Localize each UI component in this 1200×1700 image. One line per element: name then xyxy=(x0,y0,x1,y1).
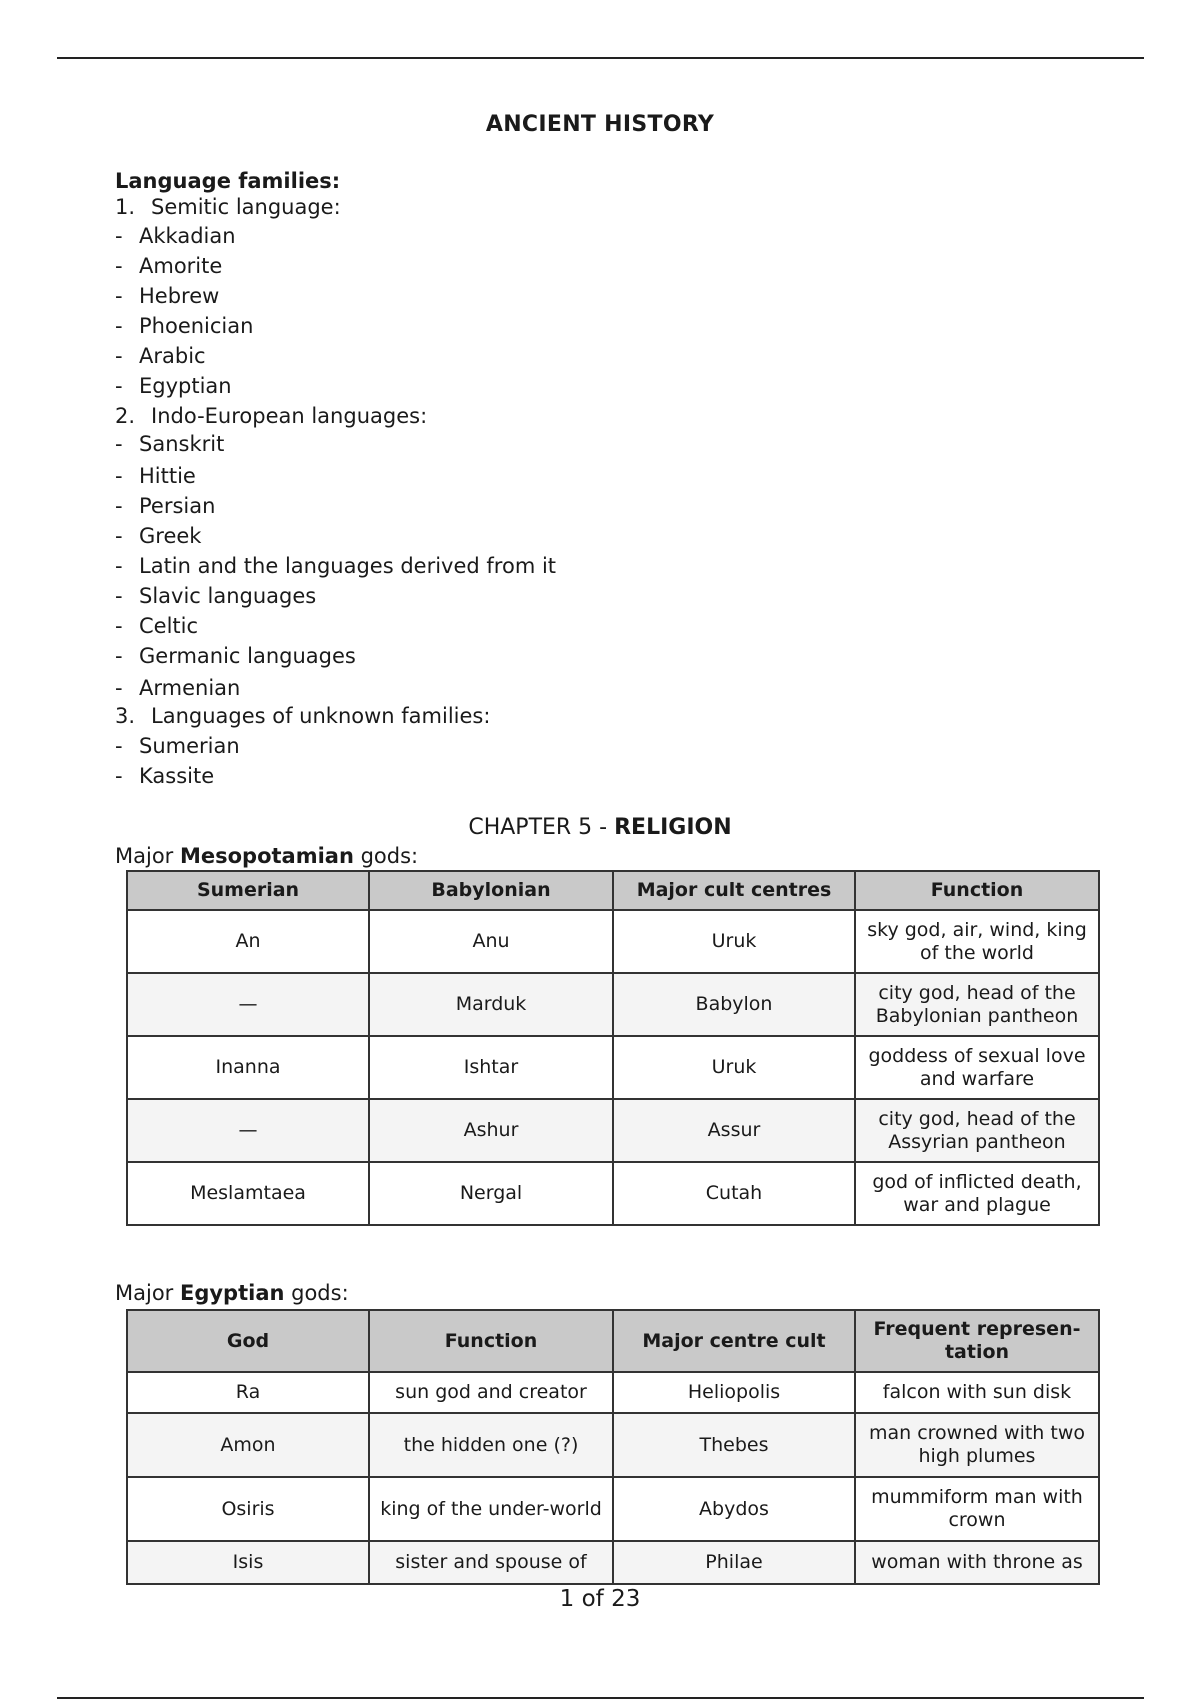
column-header: Major cult centres xyxy=(613,871,855,910)
table-row xyxy=(127,1036,1099,1099)
table-cell: Uruk xyxy=(613,910,855,973)
table-cell: Thebes xyxy=(613,1413,855,1477)
table-cell: Assur xyxy=(613,1099,855,1162)
table-cell: goddess of sexual love and warfare xyxy=(855,1036,1099,1099)
table-cell: Inanna xyxy=(127,1036,369,1099)
table-cell: sun god and creator xyxy=(369,1372,613,1413)
table-row xyxy=(127,1413,1099,1477)
list-item: - Amorite xyxy=(115,254,223,278)
egyptian-gods-table xyxy=(126,1309,1100,1585)
table-cell: Philae xyxy=(613,1541,855,1584)
table-cell: Nergal xyxy=(369,1162,613,1225)
list-item: - Sanskrit xyxy=(115,432,225,456)
table-cell: woman with throne as xyxy=(855,1541,1099,1584)
table-row xyxy=(127,910,1099,973)
table-cell: Uruk xyxy=(613,1036,855,1099)
table-cell: Amon xyxy=(127,1413,369,1477)
list-item: - Egyptian xyxy=(115,374,232,398)
table-cell: — xyxy=(127,973,369,1036)
table-cell: city god, head of the Babylonian pantheon xyxy=(855,973,1099,1036)
document-title: ANCIENT HISTORY xyxy=(485,112,715,137)
list-item: - Hebrew xyxy=(115,284,220,308)
table-cell: falcon with sun disk xyxy=(855,1372,1099,1413)
list-item: - Hittie xyxy=(115,464,196,488)
bottom-rule xyxy=(57,1697,1144,1699)
column-header: Sumerian xyxy=(127,871,369,910)
mesopotamian-gods-table xyxy=(126,870,1100,1226)
table-cell: Cutah xyxy=(613,1162,855,1225)
list-item: - Armenian xyxy=(115,676,241,700)
list-item: - Kassite xyxy=(115,764,215,788)
list-item: - Arabic xyxy=(115,344,206,368)
column-header: Frequent represen-tation xyxy=(855,1310,1099,1372)
list-item: - Celtic xyxy=(115,614,199,638)
table-cell: city god, head of the Assyrian pantheon xyxy=(855,1099,1099,1162)
table-header-row xyxy=(127,871,1099,910)
table-cell: sister and spouse of xyxy=(369,1541,613,1584)
table-cell: Abydos xyxy=(613,1477,855,1541)
list-item: - Germanic languages xyxy=(115,644,356,668)
group-heading-indo-european: 2. Indo-European languages: xyxy=(115,404,428,428)
table-cell: Marduk xyxy=(369,973,613,1036)
table-cell: Anu xyxy=(369,910,613,973)
list-item: - Greek xyxy=(115,524,202,548)
list-item: - Sumerian xyxy=(115,734,240,758)
column-header: God xyxy=(127,1310,369,1372)
table-cell: Meslamtaea xyxy=(127,1162,369,1225)
table-cell: Ishtar xyxy=(369,1036,613,1099)
table-cell: Babylon xyxy=(613,973,855,1036)
table-cell: Ra xyxy=(127,1372,369,1413)
table-cell: man crowned with two high plumes xyxy=(855,1413,1099,1477)
group-heading-unknown: 3. Languages of unknown families: xyxy=(115,704,491,728)
table-row xyxy=(127,973,1099,1036)
mesopotamian-caption: Major Mesopotamian gods: xyxy=(115,844,419,868)
table-cell: mummiform man with crown xyxy=(855,1477,1099,1541)
column-header: Function xyxy=(855,871,1099,910)
list-item: - Akkadian xyxy=(115,224,236,248)
chapter-heading: CHAPTER 5 - RELIGION xyxy=(468,815,732,840)
table-row xyxy=(127,1099,1099,1162)
column-header: Babylonian xyxy=(369,871,613,910)
table-cell: Isis xyxy=(127,1541,369,1584)
egyptian-caption: Major Egyptian gods: xyxy=(115,1281,349,1305)
table-cell: An xyxy=(127,910,369,973)
group-heading-semitic: 1. Semitic language: xyxy=(115,195,341,219)
page-indicator: 1 of 23 xyxy=(559,1586,641,1612)
language-families-heading: Language families: xyxy=(115,169,341,193)
table-cell: king of the under-world xyxy=(369,1477,613,1541)
table-cell: sky god, air, wind, king of the world xyxy=(855,910,1099,973)
table-cell: Osiris xyxy=(127,1477,369,1541)
table-row xyxy=(127,1541,1099,1584)
table-row xyxy=(127,1477,1099,1541)
table-row xyxy=(127,1372,1099,1413)
table-header-row xyxy=(127,1310,1099,1372)
table-cell: the hidden one (?) xyxy=(369,1413,613,1477)
column-header: Function xyxy=(369,1310,613,1372)
table-cell: Ashur xyxy=(369,1099,613,1162)
list-item: - Latin and the languages derived from it xyxy=(115,554,557,578)
table-cell: Heliopolis xyxy=(613,1372,855,1413)
column-header: Major centre cult xyxy=(613,1310,855,1372)
table-row xyxy=(127,1162,1099,1225)
list-item: - Slavic languages xyxy=(115,584,317,608)
top-rule xyxy=(57,57,1144,59)
list-item: - Persian xyxy=(115,494,216,518)
list-item: - Phoenician xyxy=(115,314,254,338)
table-cell: — xyxy=(127,1099,369,1162)
table-cell: god of inflicted death, war and plague xyxy=(855,1162,1099,1225)
